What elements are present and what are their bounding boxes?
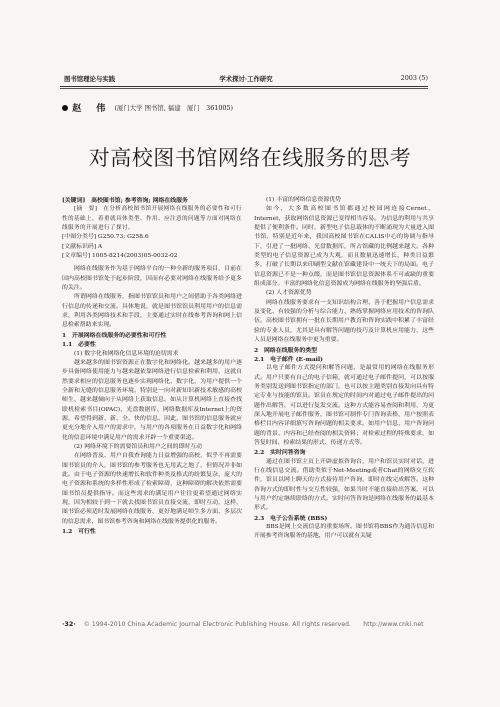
body-paragraph: (2) 网络环境下的需要馆员和用户之间的即时互动	[74, 443, 203, 450]
page-footer	[62, 619, 428, 628]
section-heading: 2.1 电子邮件 (E-mail)	[254, 355, 323, 363]
author-affiliation: (厦门大学 图书馆, 福建 厦门 361005)	[114, 104, 234, 112]
body-paragraph: 所谓网络在线服务，指图书馆馆员和用户之间借助于各类网络进行信息的传递和交流。具体地说，就是图书馆馆员利用用户的信息需求，利用各类网络技术和手段，主要通过实时在线参考咨询和网上信息检索帮助来实现。	[62, 294, 242, 329]
body-paragraph: (2) 人才资源优势	[266, 290, 312, 297]
journal-name: 图书馆理论与实践	[64, 75, 116, 83]
copyright-notice: © 1994-2010 China Academic Journal Electronic Publishing House. All rights reserved. http://www.cnki.net	[83, 621, 424, 628]
classification-line: [中图分类号] G250.73; G258.6	[62, 234, 149, 241]
section-heading: 2 网络在线服务的类型	[254, 346, 318, 354]
author-line	[62, 101, 233, 114]
body-paragraph: 网络在线服务要求有一支知识结构合理、善于把握用户信息需求及变化、有较强的分析与综合能力、熟练掌握网络应用技术的咨询队伍。高校图书馆拥有一批在长期用户教育和咨询实践中积累了丰富经验的专业人员，尤其是具有解答问题的技巧及计算机应用能力，这些人员是网络在线服务中更为重要。	[254, 299, 434, 344]
issue-number: 2003 (5)	[400, 74, 428, 82]
bullet-icon	[62, 105, 68, 111]
page-number: ·32·	[62, 620, 76, 628]
running-header	[64, 74, 428, 86]
section-heading: 2.2 实时问答咨询	[254, 449, 306, 457]
classification-line: [文章编号] 1005-8214(2003)05-0032-02	[62, 253, 178, 260]
body-paragraph: 在网络普及、用户自我查询能力日益增强的高校，似乎不再需要图书馆员的介入，图书馆的参考服务也无用武之地了，但情况并非如此。由于电子资源的快速增长和软件种类及格式的纷繁复杂，庞大的电子资源和系统的多样性形成了检索障碍，这种障碍的解决依然需要图书馆员提供指导。而这些需求的满足用户往往更希望通过网络实现，因为相较于到一下就去找图书馆员直接交流，即时互动，这样，图书馆必须适时发展网络在线服务，更好地满足师生多方面、多层次的信息需求，图书馆参考咨询和网络在线服务提供化的服务。	[62, 453, 242, 525]
abstract: [摘 要] 在分析高校图书馆开展网络在线服务的必要性和可行性的基础上，着重就具体类型、作用、应注意的问题等方面对网络在线服务的开展进行了探讨。	[62, 206, 242, 232]
section-heading: 1.2 可行性	[62, 528, 96, 536]
body-paragraph: 以电子邮件方式提问和解答问题，是最常用的网络在线服务形式。用户只要有自己的电子信箱，就可通过电子邮件提问，可以按服务类别发送到图书馆指定的部门，也可以按主题类别直接发向具有特定专业与技能的馆员。馆员在规定的时间内对通过电子邮件提出的问题作出解答，可以进行复发交流。这种方式能容易查阅和利用，为更深入地开展电子邮件服务，图书馆可制作专门咨询表格，用户按照表格栏目内容详细填写咨询问题的相关要求。如用户信息，用户咨询问题的背景、内容和已经查阅的相关资料；对检索过程的特殊要求，如答复时间、检索结果的形式、传递方式等。	[254, 365, 434, 446]
body-paragraph: BBS是网上交流信息的重要场所。图书馆将BBS作为通告信息和开展参考咨询服务的基地，用户可以就有关疑	[254, 524, 434, 540]
body-paragraph: 越来越多的图书馆资源正在数字化和网络化。越来越多的用户逐步具备网络使用能力与越来越依靠网络进行信息检索和利用，这就自然要求相应的信息服务也逐步实现网络化、数字化，为用户提供一个全新和无缝的信息服务环境。特别是一向对新知识新技术敏感的高校师生，越来越倾向于从网络上获取信息。如从计算机网络上直接查找联机检索书目(OPAC)、光盘数据库、网络数据库及Internet上的资源，希望得到新、新、全、快的信息。因此，图书馆的信息服务就应更充分地介入用户的需求中，与用户的各项服务在日益数字化和网络化的信息环境中满足用户的需求开辟一个重要渠道。	[62, 359, 242, 441]
section-heading: 1.1 必要性	[62, 341, 96, 349]
article-title: 对高校图书馆网络在线服务的思考	[88, 146, 412, 170]
body-paragraph: 网络在线服务作为基于网络平台的一种全新的服务项目，目前在国内高校图书馆处于起步阶段，因而有必要对网络在线服务给予更多的关注。	[62, 266, 242, 292]
body-paragraph: 如今，大多数高校图书馆都通过校园网连接Cernet、Internet，获取网络信息资源已变得相当容易。为信息的利用与共享提供了便利条件。同时，新型电子信息载体的不断涌现为大量进入图书馆，特别是近年来，我国高校图书馆在CALIS中心的协调与指导下，引进了一批网络、光盘数据库，所占馆藏的比例越来越大。各种类型的电子信息资源已成为大观，而且数量迅速增长，种类日益繁多，打破了长期以来印刷型文献在馆藏建设中一统天下的局面。电子信息资源已不是一种点缀，而是图书馆信息资源体系不可或缺的重要组成部分。丰富的网络化信息资源成为网络在线服务的坚强后盾。	[254, 206, 434, 288]
left-column	[62, 196, 242, 536]
header-rule	[60, 86, 428, 87]
column-name: 学术探讨·工作研究	[219, 75, 273, 83]
author-name: 赵 伟	[72, 104, 109, 114]
body-paragraph: (1) 丰富的网络信息资源优势	[266, 197, 342, 203]
body-paragraph: 通过在图书馆主页上开辟虚拟咨询台，用户和馆员实时对话，进行在线信息交流。借助类似于Net-Meeting或者Chat的网络交互软件，馆员以网上聊天的方式接待用户咨询，即时在线完成解答。这种咨询方式的即时性与交互性较强，如果当时不能直接给出答案，可以与用户约定继续联络的方式。实时问答咨询是网络在线服务的最基本形式。	[254, 458, 434, 512]
keywords: [关键词] 高校图书馆; 参考咨询; 网络在线服务	[62, 197, 188, 204]
section-heading: 2.3 电子公告系统 (BBS)	[254, 514, 328, 522]
section-heading: 1 开展网络在线服务的必要性和可行性	[62, 331, 167, 339]
right-column	[254, 196, 434, 542]
header-rule-thin	[60, 88, 428, 89]
classification-line: [文献标识码] A	[62, 243, 103, 250]
body-paragraph: (1) 数字化和网络化信息环境的迫切需求	[74, 350, 179, 357]
